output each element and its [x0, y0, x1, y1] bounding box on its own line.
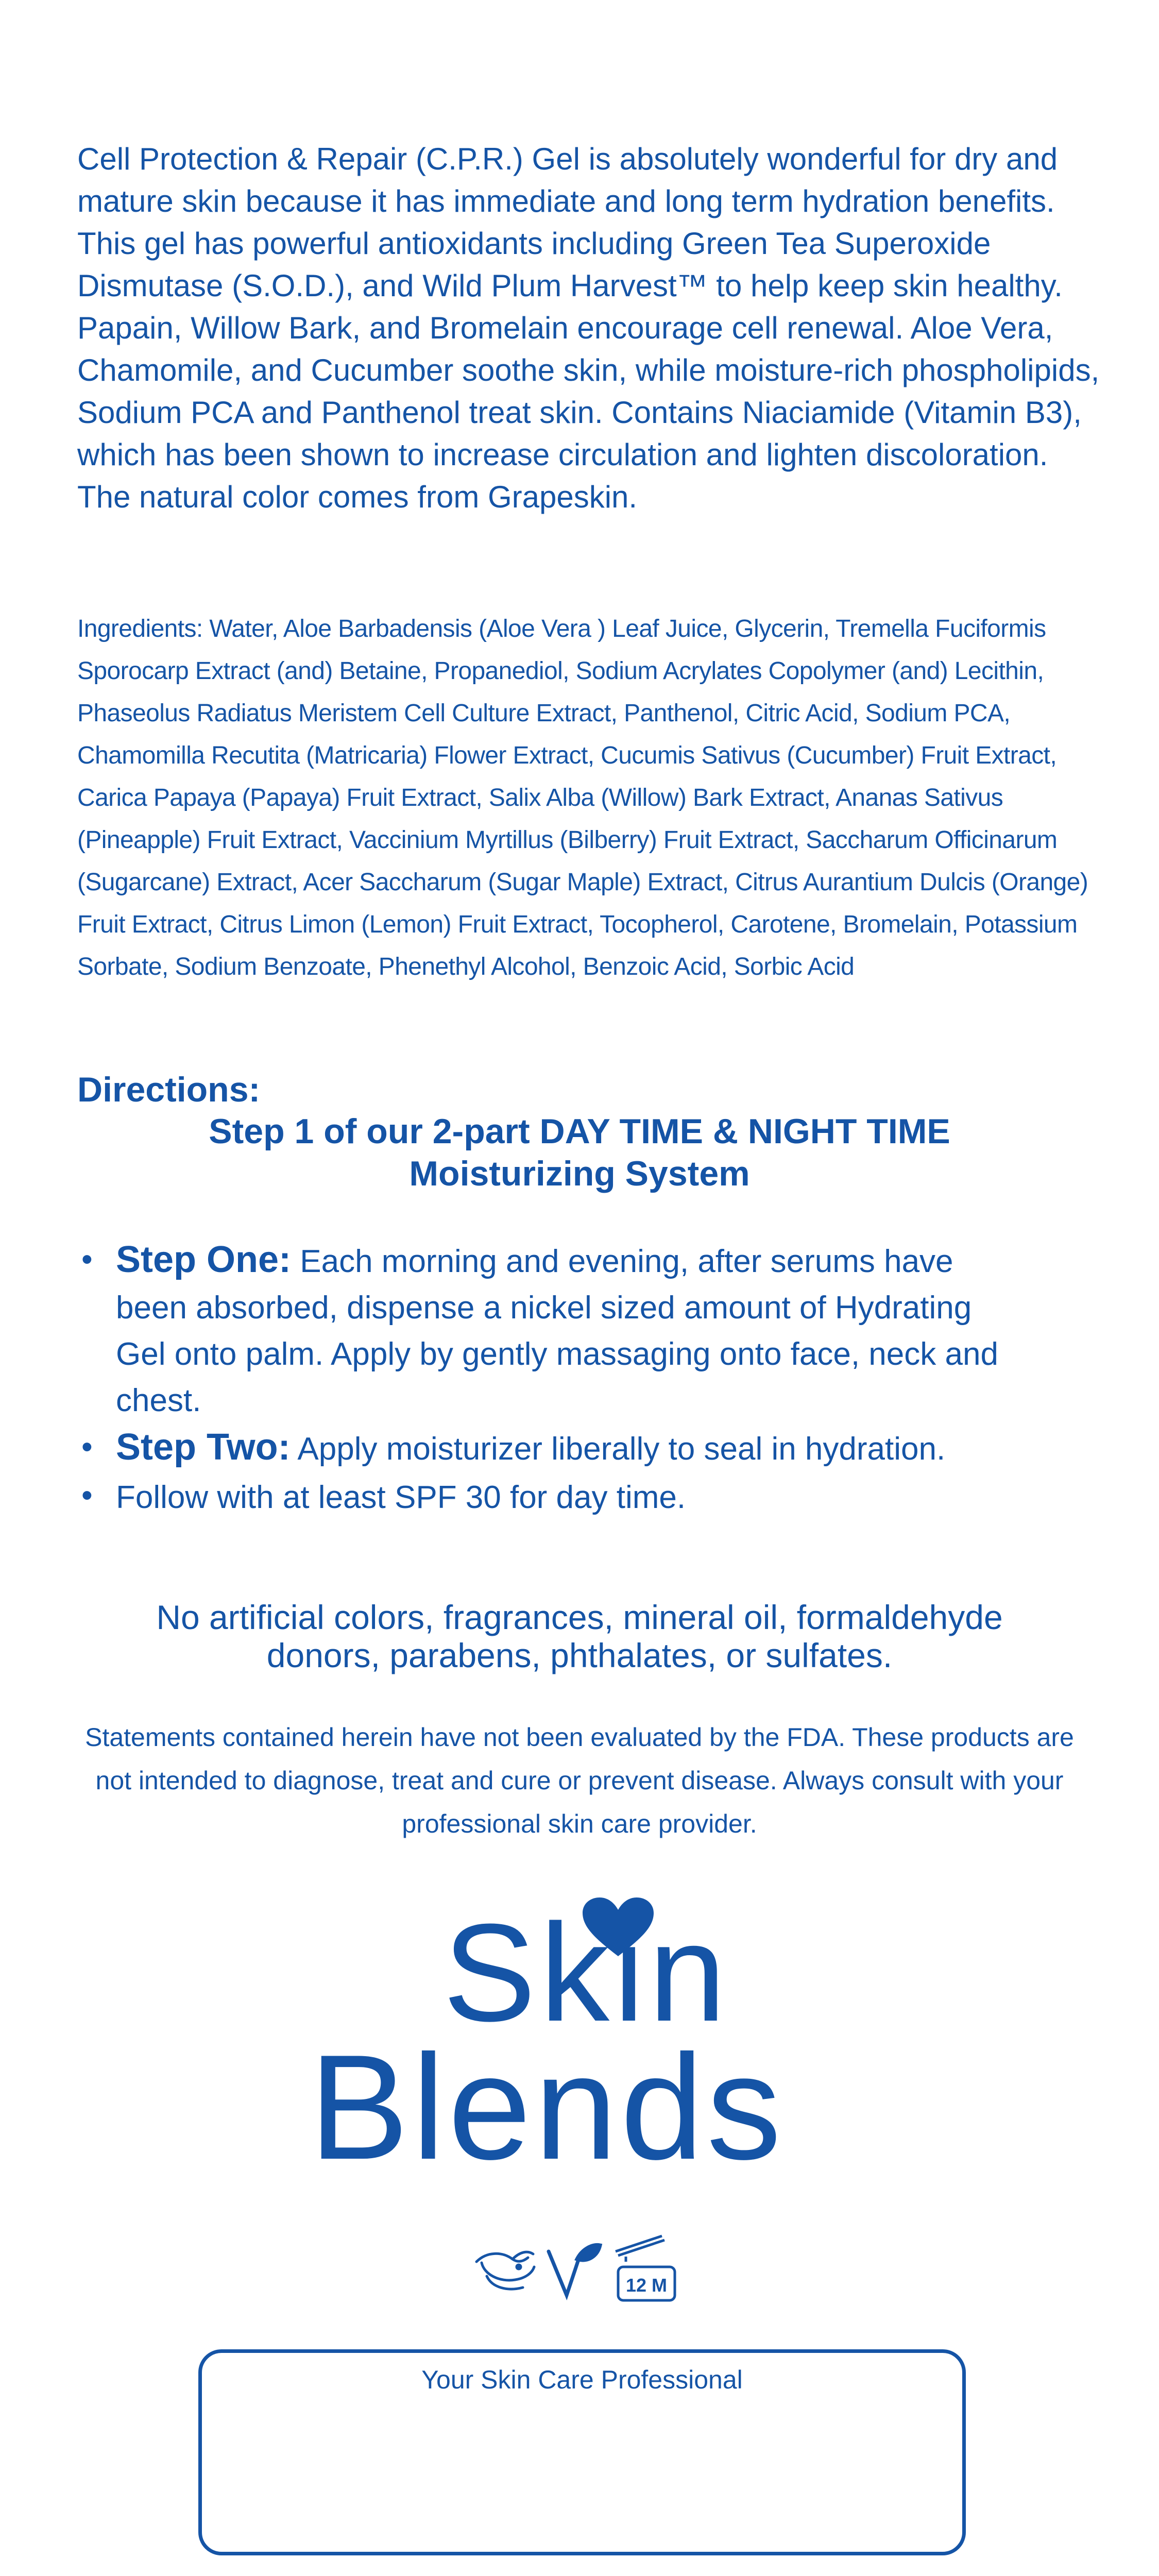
- logo-word-skin: Skin: [443, 1895, 730, 2050]
- professional-box-label: Your Skin Care Professional: [421, 2365, 743, 2394]
- no-artificial-notice: [0, 1598, 1159, 1674]
- intro-paragraph: Cell Protection & Repair (C.P.R.) Gel is absolutely wonderful for dry and mature skin because it has immediate and long term hydration benefits. This gel has powerful antioxidants including Green Tea Superoxide Dismutase (S.O.D.), and Wild Plum Harvest™ to help keep skin healthy. Papain, Willow Bark, and Bromelain encourage cell renewal. Aloe Vera, Chamomile, and Cucumber soothe skin, while moisture-rich phospholipids, Sodium PCA and Panthenol treat skin. Contains Niaciamide (Vitamin B3), which has been shown to increase circulation and lighten discoloration. The natural color comes from Grapeskin.: [77, 142, 1100, 514]
- bullet: •: [81, 1478, 93, 1513]
- logo-word-blends: Blends: [309, 2024, 785, 2191]
- step-label: Step One:: [116, 1239, 292, 1280]
- vegan-v-leaf-icon: [549, 2245, 600, 2295]
- no-artificial-line1: No artificial colors, fragrances, mineral oil, formaldehyde: [156, 1598, 1003, 1636]
- skin-blends-logo: [288, 1895, 876, 2191]
- step-item: [77, 1472, 1107, 1521]
- directions-heading: Directions:: [77, 1070, 261, 1109]
- skin-care-professional-box: [198, 2349, 966, 2555]
- pao-label: 12 M: [625, 2275, 668, 2296]
- step-label: Step Two:: [116, 1427, 291, 1468]
- step-item: [77, 1424, 1107, 1472]
- system-title-line1: Step 1 of our 2-part DAY TIME & NIGHT TIME: [209, 1112, 950, 1151]
- system-title: [0, 1110, 1159, 1195]
- fda-disclaimer: Statements contained herein have not been evaluated by the FDA. These products are not intended to diagnose, treat and cure or prevent disease. Always consult with your professional skin care provider.: [85, 1723, 1074, 1838]
- ingredients-list: Ingredients: Water, Aloe Barbadensis (Aloe Vera ) Leaf Juice, Glycerin, Tremella Fuciformis Sporocarp Extract (and) Betaine, Propanediol, Sodium Acrylates Copolymer (and) Lecithin, Phaseolus Radiatus Meristem Cell Culture Extract, Panthenol, Citric Acid, Sodium PCA, Chamomilla Recutita (Matricaria) Flower Extract, Cucumis Sativus (Cucumber) Fruit Extract, Carica Papaya (Papaya) Fruit Extract, Salix Alba (Willow) Bark Extract, Ananas Sativus (Pineapple) Fruit Extract, Vaccinium Myrtillus (Bilberry) Fruit Extract, Saccharum Officinarum (Sugarcane) Extract, Acer Saccharum (Sugar Maple) Extract, Citrus Aurantium Dulcis (Orange) Fruit Extract, Citrus Limon (Lemon) Fruit Extract, Tocopherol, Carotene, Bromelain, Potassium Sorbate, Sodium Benzoate, Phenethyl Alcohol, Benzoic Acid, Sorbic Acid: [77, 615, 1088, 980]
- certification-icons: [471, 2231, 688, 2308]
- step-text: Apply moisturizer liberally to seal in hydration.: [290, 1431, 946, 1467]
- step-item: [77, 1236, 1028, 1424]
- step-text: Each morning and evening, after serums have been absorbed, dispense a nickel sized amount of Hydrating Gel onto palm. Apply by gently massaging onto face, neck and chest.: [116, 1244, 998, 1418]
- no-artificial-line2: donors, parabens, phthalates, or sulfates.: [266, 1636, 893, 1674]
- open-jar-icon: [616, 2236, 675, 2300]
- bullet: •: [81, 1429, 93, 1465]
- step-text: Follow with at least SPF 30 for day time.: [116, 1480, 686, 1515]
- cruelty-free-bunny-icon: [476, 2252, 534, 2289]
- system-title-line2: Moisturizing System: [409, 1154, 750, 1193]
- bullet: •: [81, 1242, 93, 1277]
- steps-list: [77, 1236, 1107, 1521]
